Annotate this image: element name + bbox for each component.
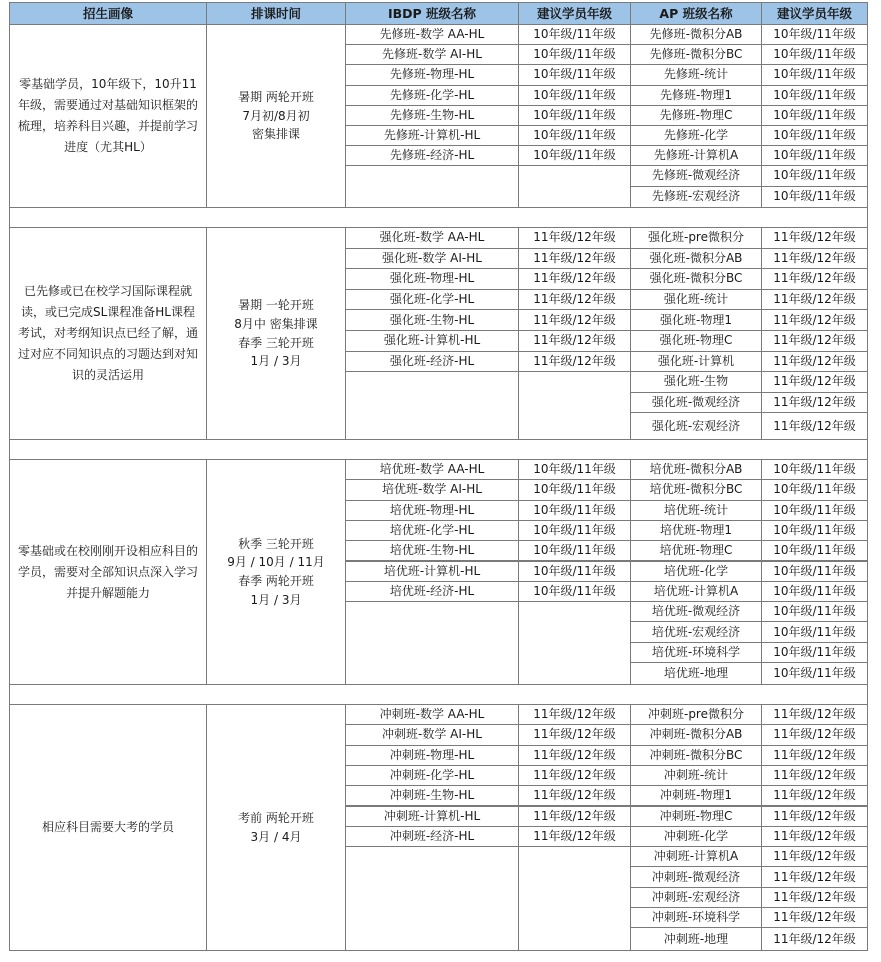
ib-grade-empty-cell <box>518 601 631 685</box>
schedule-line: 1月 / 3月 <box>250 354 302 369</box>
ap-grade: 10年级/11年级 <box>761 500 868 521</box>
schedule-line: 暑期 一轮开班 <box>238 298 314 313</box>
schedule-cell <box>206 227 346 440</box>
ib-class-name: 冲刺班-数学 AA-HL <box>345 704 519 725</box>
ib-class-name: 先修班-经济-HL <box>345 145 519 166</box>
ib-class-name: 强化班-化学-HL <box>345 289 519 311</box>
ap-class-name: 培优班-计算机A <box>630 581 762 602</box>
schedule-line: 8月中 密集排课 <box>234 316 318 331</box>
schedule-line: 暑期 两轮开班 <box>238 90 314 105</box>
ib-grade: 11年级/12年级 <box>518 268 631 290</box>
ap-grade: 11年级/12年级 <box>761 866 868 887</box>
ib-grade: 10年级/11年级 <box>518 145 631 166</box>
ib-empty-cell <box>345 601 519 685</box>
schedule-lines <box>227 535 325 609</box>
ib-class-name: 强化班-经济-HL <box>345 351 519 373</box>
schedule-line: 密集排课 <box>251 127 300 142</box>
schedule-cell <box>206 459 346 685</box>
ap-class-name: 强化班-微积分AB <box>630 248 762 270</box>
ap-class-name: 先修班-物理C <box>630 105 762 126</box>
ap-class-name: 先修班-化学 <box>630 125 762 146</box>
ap-grade: 11年级/12年级 <box>761 907 868 928</box>
ap-grade: 10年级/11年级 <box>761 64 868 85</box>
ap-grade: 11年级/12年级 <box>761 846 868 867</box>
ap-class-name: 强化班-pre微积分 <box>630 227 762 249</box>
ib-class-name: 先修班-生物-HL <box>345 105 519 126</box>
ap-class-name: 冲刺班-微积分AB <box>630 724 762 745</box>
ap-class-name: 先修班-计算机A <box>630 145 762 166</box>
ap-grade: 11年级/12年级 <box>761 785 868 806</box>
ib-class-name: 培优班-物理-HL <box>345 500 519 521</box>
header-ib-class: IBDP 班级名称 <box>345 2 519 25</box>
ib-grade: 11年级/12年级 <box>518 248 631 270</box>
ap-class-name: 先修班-宏观经济 <box>630 186 762 208</box>
ap-grade: 11年级/12年级 <box>761 268 868 290</box>
ap-grade: 10年级/11年级 <box>761 125 868 146</box>
ap-class-name: 培优班-物理1 <box>630 520 762 541</box>
ap-grade: 10年级/11年级 <box>761 85 868 106</box>
header-schedule: 排课时间 <box>206 2 346 25</box>
ib-class-name: 培优班-数学 AI-HL <box>345 479 519 500</box>
ib-class-name: 培优班-生物-HL <box>345 540 519 561</box>
schedule-lines <box>238 88 314 144</box>
ib-grade: 11年级/12年级 <box>518 785 631 806</box>
ap-class-name: 强化班-统计 <box>630 289 762 311</box>
ap-class-name: 强化班-微观经济 <box>630 392 762 414</box>
ib-class-name: 强化班-物理-HL <box>345 268 519 290</box>
ap-grade: 10年级/11年级 <box>761 520 868 541</box>
ib-grade: 10年级/11年级 <box>518 540 631 561</box>
ib-grade: 10年级/11年级 <box>518 561 631 582</box>
ap-class-name: 培优班-微积分BC <box>630 479 762 500</box>
ib-grade: 11年级/12年级 <box>518 289 631 311</box>
header-ib-grade: 建议学员年级 <box>518 2 631 25</box>
ib-class-name: 强化班-计算机-HL <box>345 330 519 352</box>
schedule-cell <box>206 704 346 951</box>
ap-class-name: 冲刺班-地理 <box>630 927 762 951</box>
ap-grade: 11年级/12年级 <box>761 412 868 440</box>
ap-class-name: 冲刺班-宏观经济 <box>630 887 762 908</box>
ap-grade: 11年级/12年级 <box>761 248 868 270</box>
ib-class-name: 冲刺班-化学-HL <box>345 765 519 786</box>
ap-grade: 11年级/12年级 <box>761 826 868 847</box>
ap-class-name: 冲刺班-微观经济 <box>630 866 762 887</box>
ap-class-name: 冲刺班-环境科学 <box>630 907 762 928</box>
ap-grade: 11年级/12年级 <box>761 330 868 352</box>
ap-grade: 10年级/11年级 <box>761 24 868 45</box>
ib-class-name: 先修班-物理-HL <box>345 64 519 85</box>
ap-grade: 10年级/11年级 <box>761 44 868 65</box>
ap-grade: 11年级/12年级 <box>761 392 868 414</box>
ib-grade: 11年级/12年级 <box>518 724 631 745</box>
ap-class-name: 冲刺班-化学 <box>630 826 762 847</box>
ap-grade: 11年级/12年级 <box>761 927 868 951</box>
ap-grade: 10年级/11年级 <box>761 165 868 186</box>
ib-grade: 10年级/11年级 <box>518 85 631 106</box>
schedule-line: 春季 三轮开班 <box>238 335 314 350</box>
ap-class-name: 强化班-计算机 <box>630 351 762 373</box>
ib-grade-empty-cell <box>518 846 631 951</box>
ib-class-name: 先修班-计算机-HL <box>345 125 519 146</box>
ap-class-name: 强化班-微积分BC <box>630 268 762 290</box>
ap-grade: 11年级/12年级 <box>761 227 868 249</box>
ap-class-name: 先修班-统计 <box>630 64 762 85</box>
ap-grade: 11年级/12年级 <box>761 724 868 745</box>
profile-cell: 零基础学员，10年级下，10升11年级，需要通过对基础知识框架的梳理，培养科目兴趣，并提前学习进度（尤其HL） <box>9 24 207 208</box>
schedule-line: 秋季 三轮开班 <box>238 536 314 551</box>
ib-grade: 11年级/12年级 <box>518 309 631 331</box>
ap-grade: 11年级/12年级 <box>761 371 868 393</box>
schedule-line: 9月 / 10月 / 11月 <box>227 555 325 570</box>
ap-class-name: 冲刺班-物理C <box>630 806 762 827</box>
ib-class-name: 冲刺班-经济-HL <box>345 826 519 847</box>
ib-grade: 10年级/11年级 <box>518 24 631 45</box>
ap-class-name: 先修班-微积分AB <box>630 24 762 45</box>
ap-class-name: 培优班-微观经济 <box>630 601 762 622</box>
schedule-line: 1月 / 3月 <box>250 592 302 607</box>
schedule-line: 3月 / 4月 <box>250 829 302 844</box>
ap-class-name: 培优班-地理 <box>630 662 762 685</box>
ib-class-name: 冲刺班-数学 AI-HL <box>345 724 519 745</box>
ap-grade: 11年级/12年级 <box>761 887 868 908</box>
ib-grade: 11年级/12年级 <box>518 227 631 249</box>
ib-grade: 10年级/11年级 <box>518 581 631 602</box>
ib-grade: 11年级/12年级 <box>518 745 631 766</box>
ib-class-name: 先修班-数学 AI-HL <box>345 44 519 65</box>
ap-grade: 10年级/11年级 <box>761 145 868 166</box>
ap-grade: 10年级/11年级 <box>761 561 868 582</box>
header-ap-grade: 建议学员年级 <box>761 2 868 25</box>
ap-grade: 10年级/11年级 <box>761 186 868 208</box>
ap-class-name: 先修班-物理1 <box>630 85 762 106</box>
ap-grade: 11年级/12年级 <box>761 351 868 373</box>
ib-empty-cell <box>345 371 519 440</box>
ap-grade: 10年级/11年级 <box>761 479 868 500</box>
ib-grade: 10年级/11年级 <box>518 44 631 65</box>
ap-class-name: 强化班-物理C <box>630 330 762 352</box>
ap-class-name: 培优班-环境科学 <box>630 642 762 663</box>
ap-grade: 11年级/12年级 <box>761 765 868 786</box>
ap-class-name: 培优班-宏观经济 <box>630 621 762 642</box>
schedule-lines <box>238 809 314 846</box>
ib-grade: 10年级/11年级 <box>518 459 631 480</box>
ap-grade: 11年级/12年级 <box>761 704 868 725</box>
ap-grade: 10年级/11年级 <box>761 540 868 561</box>
ap-class-name: 冲刺班-pre微积分 <box>630 704 762 725</box>
schedule-line: 春季 两轮开班 <box>238 574 314 588</box>
ib-grade: 10年级/11年级 <box>518 125 631 146</box>
ib-grade: 10年级/11年级 <box>518 479 631 500</box>
ib-grade: 11年级/12年级 <box>518 351 631 373</box>
ap-class-name: 强化班-物理1 <box>630 309 762 331</box>
ap-grade: 10年级/11年级 <box>761 581 868 602</box>
ib-grade: 10年级/11年级 <box>518 520 631 541</box>
ap-class-name: 冲刺班-统计 <box>630 765 762 786</box>
ap-class-name: 培优班-微积分AB <box>630 459 762 480</box>
ib-class-name: 培优班-化学-HL <box>345 520 519 541</box>
ap-class-name: 冲刺班-物理1 <box>630 785 762 806</box>
header-profile: 招生画像 <box>9 2 207 25</box>
ib-empty-cell <box>345 165 519 208</box>
ap-grade: 11年级/12年级 <box>761 806 868 827</box>
ib-class-name: 培优班-数学 AA-HL <box>345 459 519 480</box>
schedule-lines <box>234 296 317 370</box>
schedule-line: 7月初/8月初 <box>242 108 310 123</box>
ib-class-name: 强化班-生物-HL <box>345 309 519 331</box>
ib-grade: 10年级/11年级 <box>518 500 631 521</box>
ib-grade-empty-cell <box>518 371 631 440</box>
ib-grade: 10年级/11年级 <box>518 64 631 85</box>
ib-class-name: 培优班-经济-HL <box>345 581 519 602</box>
ap-class-name: 培优班-统计 <box>630 500 762 521</box>
ib-class-name: 强化班-数学 AA-HL <box>345 227 519 249</box>
ap-grade: 10年级/11年级 <box>761 601 868 622</box>
ib-grade: 11年级/12年级 <box>518 330 631 352</box>
ib-class-name: 冲刺班-生物-HL <box>345 785 519 806</box>
ap-grade: 11年级/12年级 <box>761 309 868 331</box>
ap-class-name: 强化班-宏观经济 <box>630 412 762 440</box>
ap-grade: 11年级/12年级 <box>761 745 868 766</box>
separator-row <box>9 207 868 228</box>
ap-class-name: 强化班-生物 <box>630 371 762 393</box>
ib-grade-empty-cell <box>518 165 631 208</box>
ap-class-name: 培优班-化学 <box>630 561 762 582</box>
ib-grade: 10年级/11年级 <box>518 105 631 126</box>
ap-grade: 10年级/11年级 <box>761 621 868 642</box>
profile-cell: 零基础或在校刚刚开设相应科目的学员，需要对全部知识点深入学习并提升解题能力 <box>9 459 207 685</box>
schedule-cell <box>206 24 346 208</box>
ap-class-name: 冲刺班-计算机A <box>630 846 762 867</box>
ib-grade: 11年级/12年级 <box>518 806 631 827</box>
ib-class-name: 培优班-计算机-HL <box>345 561 519 582</box>
schedule-line: 考前 两轮开班 <box>238 810 314 825</box>
ap-grade: 11年级/12年级 <box>761 289 868 311</box>
header-ap-class: AP 班级名称 <box>630 2 762 25</box>
ib-grade: 11年级/12年级 <box>518 826 631 847</box>
ap-class-name: 培优班-物理C <box>630 540 762 561</box>
ap-grade: 10年级/11年级 <box>761 459 868 480</box>
ib-class-name: 先修班-化学-HL <box>345 85 519 106</box>
ap-grade: 10年级/11年级 <box>761 662 868 685</box>
ap-grade: 10年级/11年级 <box>761 105 868 126</box>
ib-class-name: 冲刺班-物理-HL <box>345 745 519 766</box>
profile-cell: 相应科目需要大考的学员 <box>9 704 207 951</box>
ap-class-name: 先修班-微积分BC <box>630 44 762 65</box>
ap-grade: 10年级/11年级 <box>761 642 868 663</box>
ib-class-name: 先修班-数学 AA-HL <box>345 24 519 45</box>
ib-class-name: 强化班-数学 AI-HL <box>345 248 519 270</box>
ib-class-name: 冲刺班-计算机-HL <box>345 806 519 827</box>
separator-row <box>9 684 868 705</box>
ap-class-name: 冲刺班-微积分BC <box>630 745 762 766</box>
ib-grade: 11年级/12年级 <box>518 704 631 725</box>
ib-grade: 11年级/12年级 <box>518 765 631 786</box>
ib-empty-cell <box>345 846 519 951</box>
ap-class-name: 先修班-微观经济 <box>630 165 762 186</box>
profile-cell: 已先修或已在校学习国际课程就读，或已完成SL课程准备HL课程考试，对考纲知识点已经了解，通过对应不同知识点的习题达到对知识的灵活运用 <box>9 227 207 440</box>
separator-row <box>9 439 868 460</box>
